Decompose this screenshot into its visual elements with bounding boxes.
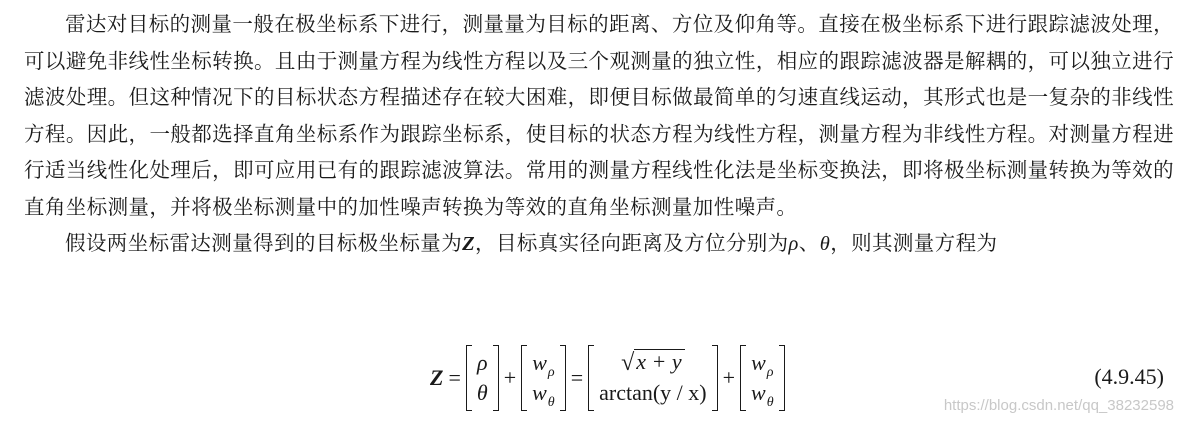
paragraph-2-part-2: ，目标真实径向距离及方位分别为 [475,231,789,255]
watermark: https://blog.csdn.net/qq_38232598 [943,397,1174,414]
noise-vector-2 [740,345,785,411]
plus-sign-1: + [503,365,517,390]
equation-lhs: Z [430,365,444,390]
noise-w-rho [751,348,774,378]
paragraph-2 [24,225,1174,263]
symbol-z: Z [462,233,476,255]
sqrt-group [621,349,685,376]
equals-sign-1: = [448,365,461,390]
radical-icon: √ [621,350,635,376]
noise-base: w [751,350,766,375]
measurement-vector [588,345,718,411]
paragraph-2-separator: 、 [798,231,820,255]
state-rho: ρ [477,350,488,375]
paragraph-2-part-1: 假设两坐标雷达测量得到的目标极坐标量为 [65,231,463,255]
plus-sign-2: + [722,365,736,390]
equation-number: (4.9.45) [1094,364,1164,389]
noise-subscript: θ [547,395,555,410]
document-page [24,6,1174,263]
paragraph-1: 雷达对目标的测量一般在极坐标系下进行，测量量为目标的距离、方位及仰角等。直接在极坐标系下进行跟踪滤波处理，可以避免非线性坐标转换。且由于测量方程为线性方程以及三个观测量的独立性，相应的跟踪滤波器是解耦的，可以独立进行滤波处理。但这种情况下的目标状态方程描述存在较大困难，即便目标做最简单的匀速直线运动，其形式也是一复杂的非线性方程。因此，一般都选择直角坐标系作为跟踪坐标系，使目标的状态方程为线性方程，测量方程为非线性方程。对测量方程进行适当线性化处理后，即可应用已有的跟踪滤波算法。常用的测量方程线性化法是坐标变换法，即将极坐标测量转换为等效的直角坐标测量，并将极坐标测量中的加性噪声转换为等效的直角坐标测量加性噪声。 [24,12,1174,219]
sqrt-radicand: x + y [634,349,684,374]
symbol-rho: ρ [788,233,799,255]
noise-base: w [751,380,766,405]
noise-w-theta [751,378,774,408]
equals-sign-2: = [570,365,584,390]
symbol-theta: θ [819,233,831,255]
noise-w-rho [532,348,555,378]
state-vector [466,345,499,411]
noise-vector-1 [521,345,566,411]
noise-subscript: ρ [547,365,555,380]
sqrt-expression [599,348,707,378]
noise-subscript: ρ [766,365,774,380]
arctan-expression: arctan(y / x) [599,380,707,405]
noise-subscript: θ [766,395,774,410]
noise-base: w [532,350,547,375]
paragraph-2-part-3: ，则其测量方程为 [830,231,998,255]
noise-base: w [532,380,547,405]
equation-body [430,340,785,416]
state-theta: θ [476,380,488,405]
noise-w-theta [532,378,555,408]
